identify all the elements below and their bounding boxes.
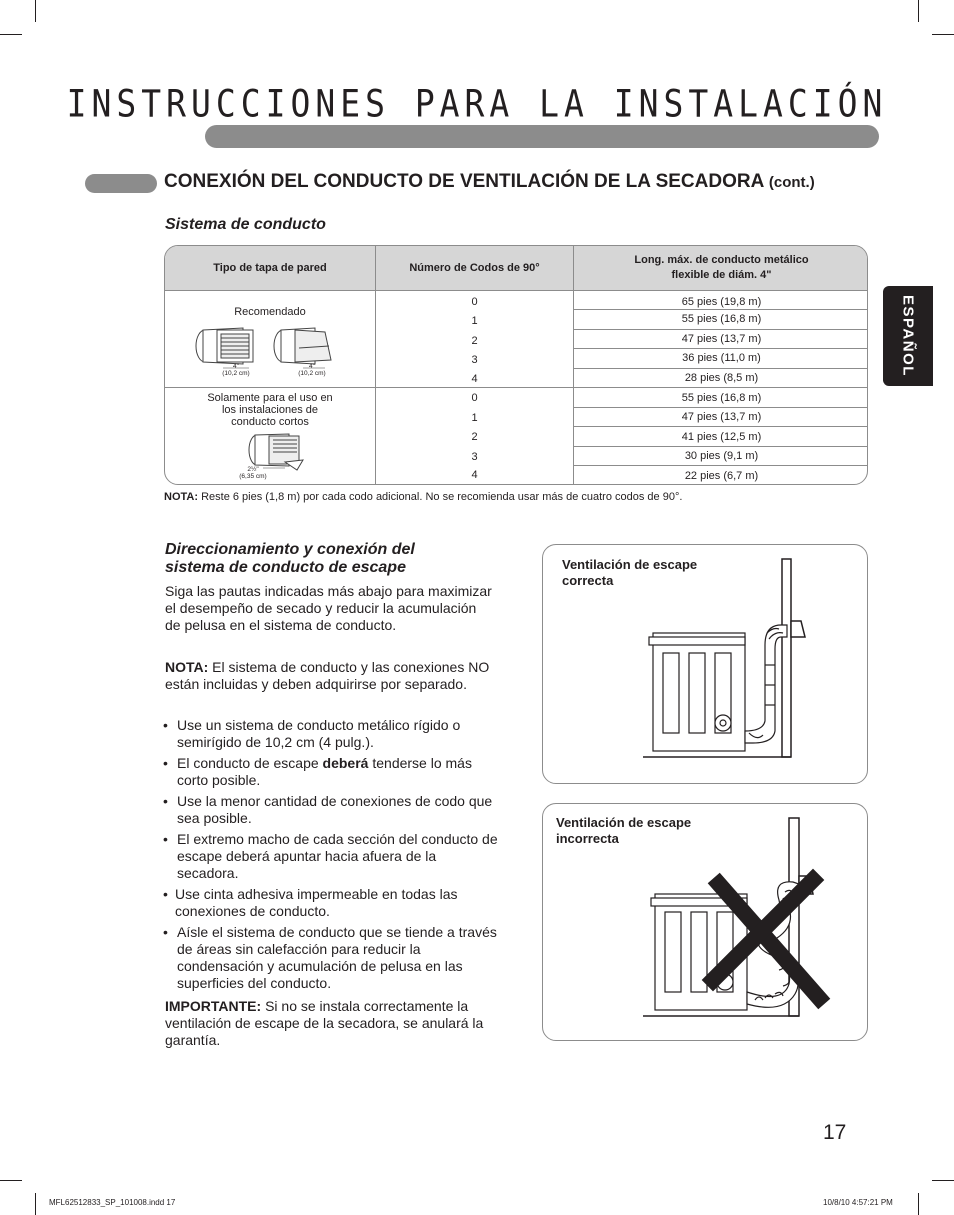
incorrect-exhaust-diagram — [542, 803, 868, 1041]
list-item-text: El extremo macho de cada sección del conducto de escape deberá apuntar hacia afuera de la secadora. — [177, 831, 498, 881]
routing-guidelines-list — [163, 717, 498, 996]
list-item — [163, 886, 498, 920]
table-cell-length: 55 pies (16,8 m) — [681, 313, 762, 325]
table-divider — [573, 329, 867, 330]
list-item — [163, 755, 498, 789]
wall-cap-illustrations — [165, 290, 375, 390]
table-cell-elbows: 1 — [471, 315, 478, 327]
crop-mark — [0, 1180, 22, 1181]
language-tab — [883, 286, 933, 386]
table-divider — [573, 348, 867, 349]
dimension-value: 4" — [309, 363, 315, 370]
louvered-wall-cap-icon — [196, 328, 253, 364]
table-cell-elbows: 4 — [471, 469, 478, 481]
crop-mark — [35, 1193, 36, 1215]
footer-file-name: MFL62512833_SP_101008.indd 17 — [49, 1198, 176, 1207]
page-number: 17 — [823, 1121, 847, 1144]
dryer-incorrect-vent-illustration — [543, 804, 868, 1041]
crop-mark — [932, 34, 954, 35]
table-note-text: Reste 6 pies (1,8 m) por cada codo adicional. No se recomienda usar más de cuatro codos de 90°. — [198, 491, 683, 503]
table-header-max-length — [574, 246, 868, 290]
dimension-metric: (10,2 cm) — [222, 370, 250, 377]
list-item — [163, 793, 498, 827]
table-note-label: NOTA: — [164, 491, 199, 503]
table-header-cap-type: Tipo de tapa de pared — [165, 246, 375, 290]
list-item — [163, 924, 498, 992]
dimension-value: 2½" — [247, 466, 259, 473]
table-cell-elbows: 0 — [471, 296, 478, 308]
duct-length-table — [164, 245, 868, 485]
title-bar — [205, 125, 879, 148]
dimension-metric: (6,35 cm) — [239, 473, 267, 480]
routing-note-label: NOTA: — [165, 659, 209, 675]
dryer-icon — [649, 633, 745, 751]
footer-timestamp: 10/8/10 4:57:21 PM — [823, 1198, 893, 1207]
table-divider — [573, 407, 867, 408]
crop-mark — [918, 1193, 919, 1215]
table-cell-elbows: 0 — [471, 392, 478, 404]
table-divider — [573, 426, 867, 427]
table-header-max-length-line2: flexible de diám. 4" — [671, 269, 772, 281]
table-header-max-length-line1: Long. máx. de conducto metálico — [634, 254, 809, 266]
list-item-text: Use un sistema de conducto metálico rígido o semirígido de 10,2 cm (4 pulg.). — [177, 717, 461, 750]
table-cell-elbows: 3 — [471, 451, 478, 463]
table-cell-elbows: 3 — [471, 354, 478, 366]
table-cell-length: 47 pies (13,7 m) — [681, 411, 762, 423]
correct-exhaust-diagram — [542, 544, 868, 784]
table-divider — [573, 309, 867, 310]
correct-exhaust-label-line: Ventilación de escape — [562, 557, 698, 572]
table-cell-elbows: 4 — [471, 373, 478, 385]
table-header-elbows: Número de Codos de 90° — [376, 246, 573, 290]
group-label-line: los instalaciones de — [221, 404, 318, 416]
table-divider — [573, 465, 867, 466]
list-item-text: Aísle el sistema de conducto que se tiende a través de áreas sin calefacción para reducir la condensación y acumulación de pelusa en las superficies del conducto. — [177, 924, 497, 991]
table-cell-elbows: 1 — [471, 412, 478, 424]
duct-system-heading: Sistema de conducto — [165, 216, 326, 233]
group-label-line: Solamente para el uso en — [207, 392, 333, 404]
group-label-line: Recomendado — [234, 306, 306, 318]
incorrect-exhaust-label-line: incorrecta — [556, 831, 619, 846]
section-title-text: CONEXIÓN DEL CONDUCTO DE VENTILACIÓN DE LA SECADORA — [164, 171, 764, 192]
list-item-text: El conducto de escape — [177, 755, 323, 771]
group-label-short-runs — [165, 392, 375, 428]
list-item — [163, 717, 498, 751]
routing-important-label: IMPORTANTE: — [165, 998, 262, 1014]
dryer-correct-vent-illustration — [543, 545, 868, 784]
hood-wall-cap-icon — [274, 328, 331, 364]
section-title-cont: (cont.) — [768, 174, 815, 191]
crop-mark — [932, 1180, 954, 1181]
list-item-text: Use cinta adhesiva impermeable en todas las conexiones de conducto. — [175, 886, 458, 919]
list-item-text: tenderse lo más corto posible. — [177, 755, 472, 788]
routing-important-text: Si no se instala correctamente la ventilación de escape de la secadora, se anulará la garantía. — [165, 998, 484, 1048]
list-item-emphasis: deberá — [322, 755, 369, 771]
page-title: INSTRUCCIONES PARA LA INSTALACIÓN — [66, 81, 888, 126]
routing-intro: Siga las pautas indicadas más abajo para maximizar el desempeño de secado y reducir la acumulación de pelusa en el sistema de conducto. — [165, 583, 492, 633]
group-label-line: conducto cortos — [231, 416, 309, 428]
table-cell-length: 30 pies (9,1 m) — [684, 450, 759, 462]
routing-heading-line: sistema de conducto de escape — [165, 559, 406, 576]
crop-mark — [918, 0, 919, 22]
dimension-metric: (10,2 cm) — [298, 370, 326, 377]
table-cell-elbows: 2 — [471, 335, 478, 347]
table-cell-length: 47 pies (13,7 m) — [681, 333, 762, 345]
language-tab-label: ESPAÑOL — [899, 295, 917, 377]
table-divider — [573, 446, 867, 447]
table-cell-length: 28 pies (8,5 m) — [684, 372, 759, 384]
list-item-text: Use la menor cantidad de conexiones de codo que sea posible. — [177, 793, 493, 826]
routing-important — [165, 998, 495, 1049]
table-divider — [573, 368, 867, 369]
table-cell-length: 22 pies (6,7 m) — [684, 470, 759, 482]
routing-note — [165, 659, 495, 693]
dimension-value: 4" — [233, 363, 239, 370]
table-cell-elbows: 2 — [471, 431, 478, 443]
crop-mark — [0, 34, 22, 35]
table-cell-length: 65 pies (19,8 m) — [681, 296, 762, 308]
table-cell-length: 41 pies (12,5 m) — [681, 431, 762, 443]
dimension-label — [219, 363, 253, 377]
list-item — [163, 831, 498, 882]
crop-mark — [35, 0, 36, 22]
section-title — [164, 171, 815, 193]
dimension-label — [235, 466, 271, 480]
table-cell-length: 36 pies (11,0 m) — [682, 352, 761, 364]
section-pill — [85, 174, 157, 193]
dimension-label — [295, 363, 329, 377]
table-note — [164, 491, 682, 503]
routing-note-text: El sistema de conducto y las conexiones NO están incluidas y deben adquirirse por separado. — [165, 659, 490, 692]
incorrect-exhaust-label-line: Ventilación de escape — [556, 815, 692, 830]
table-divider — [573, 246, 574, 484]
angled-hood-wall-cap-icon — [249, 434, 303, 470]
table-cell-length: 55 pies (16,8 m) — [681, 392, 762, 404]
routing-heading-line: Direccionamiento y conexión del — [165, 541, 415, 558]
correct-exhaust-label-line: correcta — [562, 573, 614, 588]
routing-heading — [165, 541, 495, 577]
duct-icon — [745, 625, 787, 743]
